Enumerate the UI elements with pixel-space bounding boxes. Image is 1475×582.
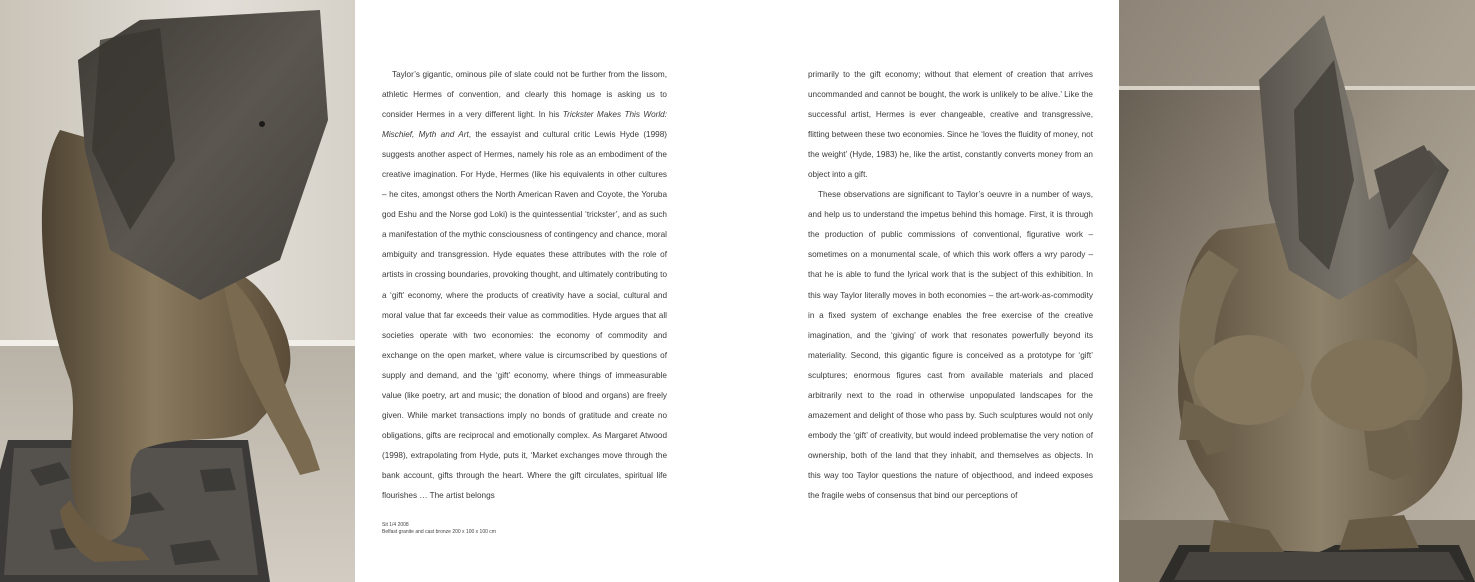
sculpture-photo-left (0, 0, 355, 582)
book-title: Trickster Makes This World: Mischief, Myth and Art (382, 110, 667, 140)
sculpture-photo-right (1119, 0, 1475, 582)
left-page (355, 0, 737, 582)
right-page (737, 0, 1119, 582)
right-text-column (808, 65, 1093, 506)
right-paragraph-1: primarily to the gift economy; without that element of creation that arrives uncommanded and cannot be bought, the work is unlikely to be alive.’ Like the successful artist, Hermes is ever changeable, creative and transgressive, flitting between these two economies. Since he ‘loves the fluidity of money, not the weight’ (Hyde, 1983) he, like the artist, constantly converts money from an object into a gift. (808, 70, 1093, 180)
sculpture-right-illustration (1119, 0, 1475, 582)
left-paragraph-1 (382, 65, 667, 506)
left-paragraph-1-part-1: Taylor’s gigantic, ominous pile of slate could not be further from the lissom, athletic Hermes of convention, and clearly this homage is asking us to consider Hermes in a very different light. In his (382, 70, 667, 120)
sculpture-left-illustration (0, 0, 355, 582)
caption-materials: Belfast granite and cast bronze 200 x 100 x 100 cm (382, 529, 496, 535)
left-text-column (382, 65, 667, 506)
caption-title: Sit 1/4 2008 (382, 522, 409, 528)
photo-caption (382, 522, 496, 536)
left-paragraph-1-part-3: , the essayist and cultural critic Lewis Hyde (1998) suggests another aspect of Hermes, namely his role as an embodiment of the creative imagination. For Hyde, Hermes (like his equivalents in other cultures – he cites, amongst others the North American Raven and Coyote, the Yoruba god Eshu and the Norse god Loki) is the quintessential ‘trickster’, and as such a manifestation of the mythic consciousness of contingency and chance, moral ambiguity and transgression. Hyde equates these attributes with the role of artists in crossing boundaries, provoking thought, and ultimately contributing to a ‘gift’ economy, where the products of creativity have a social, cultural and moral value that far exceeds their value as commodities. Hyde argues that all societies operate with two economies: the economy of commodity and exchange on the open market, where value is circumscribed by questions of supply and demand, and the ‘gift’ economy, where things of immeasurable value (like poetry, art and music; the donation of blood and organs) are freely given. While market transactions imply no bonds of gratitude and create no obligations, gifts are reciprocal and emotionally complex. As Margaret Atwood (1998), extrapolating from Hyde, puts it, ‘Market exchanges move through the bank account, gifts through the heart. Where the gift circulates, spiritual life flourishes … The artist belongs (382, 130, 667, 500)
right-paragraph-2: These observations are significant to Taylor’s oeuvre in a number of ways, and help us to understand the impetus behind this homage. First, it is through the production of public commissions of conventional, figurative work – sometimes on a monumental scale, of which this work offers a wry parody – that he is able to fund the lyrical work that is the subject of this exhibition. In this way Taylor literally moves in both economies – the art-work-as-commodity in a fixed system of exchange enables the free exercise of the creative imagination, and the ‘giving’ of work that resonates powerfully beyond its materiality. Second, this gigantic figure is conceived as a prototype for ‘gift’ sculptures; enormous figures cast from available materials and placed arbitrarily next to the road in otherwise unpopulated landscapes for the amazement and delight of those who pass by. Such sculptures would not only embody the ‘gift’ of creativity, but would indeed problematise the very notion of ownership, both of the land that they inhabit, and themselves as objects. In this way too Taylor questions the nature of objecthood, and indeed exposes the fragile webs of consensus that bind our perceptions of (808, 190, 1093, 500)
